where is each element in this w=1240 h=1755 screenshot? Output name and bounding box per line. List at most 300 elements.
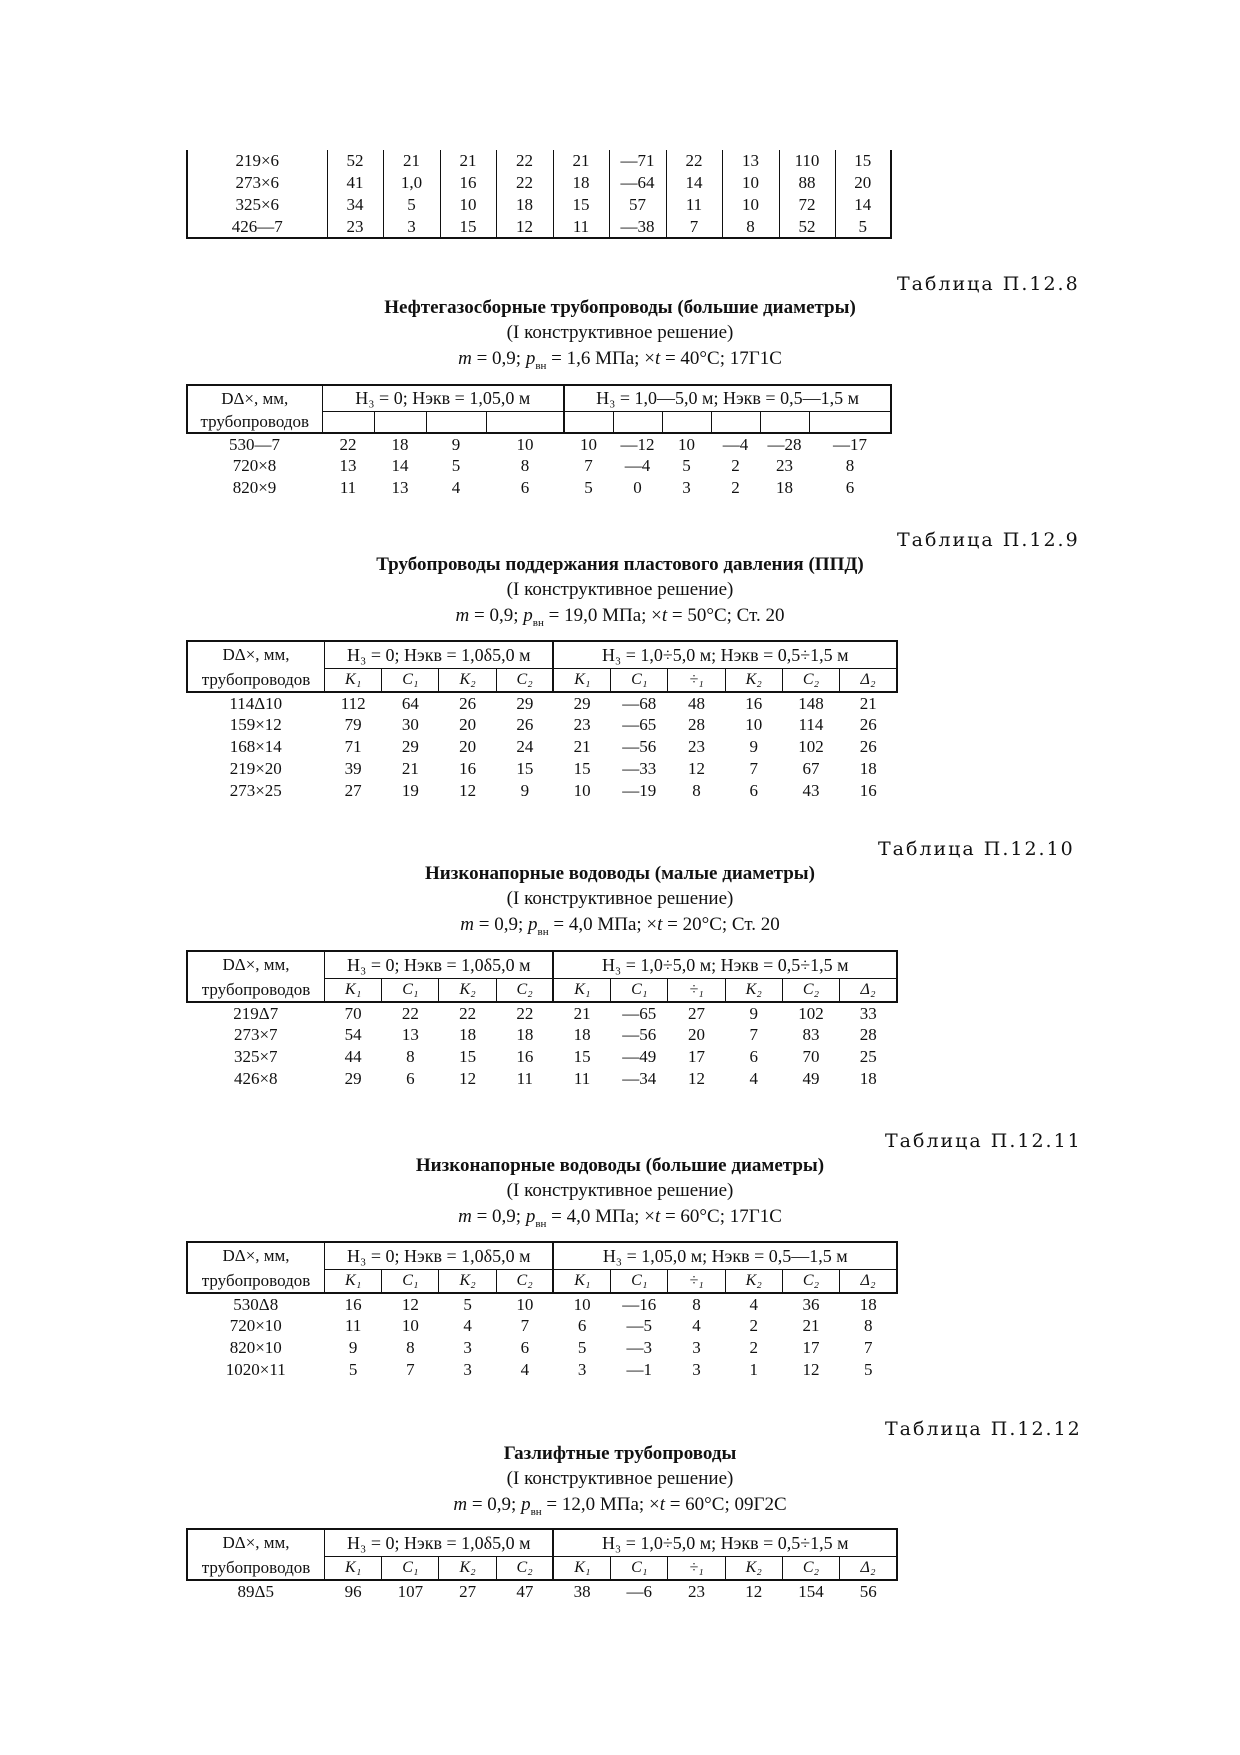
table-cell: 70 (344, 1003, 362, 1023)
row-label-cell: 89Δ5 (237, 1581, 274, 1601)
subheader-cell: C₂ (496, 978, 553, 1002)
table-row (187, 1359, 897, 1381)
table-cell: 2 (731, 478, 740, 497)
table-cell: 28 (859, 1025, 877, 1044)
row-label-cell: 720×10 (229, 1316, 282, 1335)
table-cell: 16 (516, 1047, 534, 1066)
table-cell: 8 (845, 456, 855, 475)
table-cell: 14 (391, 456, 409, 475)
table-cell: 18 (859, 759, 877, 778)
group-header: H₃ = 1,05,0 м; Hэкв = 0,5—1,5 м (553, 1242, 897, 1269)
group-header: H₃ = 0; Hэкв = 1,05,0 м (322, 385, 564, 411)
table-cell: 16 (859, 781, 877, 800)
subheader-cell: C₂ (782, 1269, 839, 1293)
table-cell: 10 (573, 1294, 591, 1314)
subheader-cell (322, 411, 374, 433)
table-row (187, 194, 891, 216)
table-params: m = 0,9; $p_{вн} = 19,0$ МПа; ×t = 50°С; Ст. 20 (455, 605, 785, 629)
table-cell: 12 (459, 1069, 477, 1088)
table-cell: 2 (749, 1338, 758, 1357)
table-row (187, 1002, 897, 1024)
table-cell: 14 (835, 194, 891, 216)
table-cell: 102 (798, 737, 824, 756)
table-row (187, 1068, 897, 1090)
subheader-cell: K₂ (439, 1556, 496, 1580)
table-cell: —1 (626, 1360, 653, 1379)
subheader-cell: C₁ (611, 1269, 668, 1293)
dim-label: DΔ×, мм, (187, 951, 325, 978)
subheader-cell: Δ₂ (840, 668, 897, 692)
table-cell: 22 (459, 1003, 477, 1023)
subheader-cell: K₂ (725, 978, 782, 1002)
table-cell: —38 (609, 216, 666, 238)
subheader-row (187, 1269, 897, 1293)
row-label-cell: 273×25 (229, 781, 282, 800)
table-params: m = 0,9; $p_{вн} = 4,0$ МПа; ×t = 60°С; 17Г1С (458, 1206, 782, 1230)
table-cell: 10 (516, 1294, 534, 1314)
subheader-cell: K₂ (439, 978, 496, 1002)
table-title: Трубопроводы поддержания пластового давления (ППД) (376, 554, 864, 575)
subheader-row (187, 668, 897, 692)
table-cell: —6 (626, 1581, 653, 1601)
table-cell: 13 (391, 478, 409, 497)
subheader-cell: C₁ (382, 1269, 439, 1293)
table-cell: 12 (802, 1360, 820, 1379)
group-header: H₃ = 0; Hэкв = 1,0δ5,0 м (325, 1529, 554, 1556)
table-row (187, 692, 897, 714)
subheader-cell: Δ₂ (840, 978, 897, 1002)
table-cell: 20 (459, 737, 477, 756)
table-cell: —3 (626, 1338, 653, 1357)
table-cell: 16 (344, 1294, 362, 1314)
table-cell: 83 (802, 1025, 820, 1044)
group-header: H₃ = 0; Hэкв = 1,0δ5,0 м (325, 1242, 554, 1269)
table-cell: 11 (666, 194, 722, 216)
table-cell: 26 (859, 737, 877, 756)
table-cell: 15 (573, 1047, 591, 1066)
table-cell: 6 (520, 478, 530, 497)
table-params: m = 0,9; $p_{вн} = 1,6$ МПа; ×t = 40°С; 17Г1С (458, 348, 782, 372)
subheader-cell: Δ₂ (840, 1556, 897, 1580)
table-cell: 8 (406, 1047, 415, 1066)
subheader-cell: K₁ (553, 1269, 610, 1293)
table-cell: 71 (344, 737, 362, 756)
table-cell: 3 (383, 216, 440, 238)
subheader-cell (486, 411, 564, 433)
table-cell: 15 (516, 759, 534, 778)
table-cell: 19 (401, 781, 419, 800)
table-cell: 0 (633, 478, 642, 497)
table-cell: 18 (459, 1025, 477, 1044)
table-cell: 5 (835, 216, 891, 238)
table-cell: 52 (779, 216, 835, 238)
table-cell: 4 (451, 478, 461, 497)
table-cell: 49 (802, 1069, 820, 1088)
table-cell: 22 (496, 150, 553, 172)
table-cell: 23 (573, 715, 591, 734)
table-cell: 11 (553, 216, 609, 238)
subheader-cell (613, 411, 662, 433)
table-cell: 54 (344, 1025, 362, 1044)
table-cell: 10 (580, 434, 597, 454)
table-cell: 29 (573, 693, 591, 713)
subheader-cell: K₁ (325, 1556, 382, 1580)
table-cell: 57 (609, 194, 666, 216)
table-cell: 17 (802, 1338, 820, 1357)
table-body (187, 1580, 897, 1602)
table-cell: 107 (397, 1581, 424, 1601)
table-cell: 7 (864, 1338, 873, 1357)
table-cell: 9 (749, 737, 758, 756)
table-cell: 5 (383, 194, 440, 216)
table-cell: 18 (776, 478, 793, 497)
table-cell: 23 (688, 1581, 706, 1601)
table-row (187, 433, 891, 455)
table-cell: 10 (440, 194, 496, 216)
table-cell: 7 (749, 759, 758, 778)
table-cell: 11 (516, 1069, 534, 1088)
table-cell: 6 (406, 1069, 415, 1088)
row-label-cell: 219×6 (187, 150, 327, 172)
table-cell: 12 (745, 1581, 763, 1601)
table-cell: 110 (779, 150, 835, 172)
subheader-cell: C₂ (496, 1556, 553, 1580)
table-title: Газлифтные трубопроводы (503, 1443, 737, 1464)
table-cell: 3 (463, 1338, 472, 1357)
table-cell: 21 (440, 150, 496, 172)
table-cell: 5 (584, 478, 593, 497)
table-cell: 1 (749, 1360, 758, 1379)
table-cell: 7 (666, 216, 722, 238)
table-continuation (186, 150, 892, 239)
table-cell: 18 (573, 1025, 591, 1044)
table-cell: 6 (845, 478, 855, 497)
table-cell: 48 (688, 693, 706, 713)
subheader-cell: K₁ (325, 668, 382, 692)
table-cell: —64 (609, 172, 666, 194)
row-label-cell: 1020×11 (225, 1360, 286, 1379)
row-label-cell: 720×8 (232, 456, 277, 475)
dim-label: трубопроводов (187, 1556, 325, 1580)
row-label-cell: 273×7 (233, 1025, 278, 1044)
table-cell: 5 (682, 456, 691, 475)
table-cell: 4 (692, 1316, 701, 1335)
subheader-cell: K₁ (553, 1556, 610, 1580)
table-cell: 3 (692, 1360, 701, 1379)
table-cell: 13 (722, 150, 779, 172)
table-caption: Таблица П.12.9 (897, 529, 1080, 551)
table-cell: 12 (496, 216, 553, 238)
table-cell: 29 (344, 1069, 362, 1088)
subheader-cell (760, 411, 809, 433)
table-p-12-8 (186, 384, 892, 499)
subheader-cell: K₂ (725, 1269, 782, 1293)
table-cell: 11 (339, 478, 357, 497)
table-row (187, 1337, 897, 1359)
table-cell: 21 (573, 737, 591, 756)
table-cell: 6 (749, 1047, 758, 1066)
table-cell: 154 (798, 1581, 824, 1601)
dim-label: DΔ×, мм, (187, 1529, 325, 1556)
table-cell: 4 (749, 1294, 758, 1314)
table-cell: 22 (339, 434, 357, 454)
table-cell: 21 (802, 1316, 820, 1335)
table-body (187, 433, 891, 499)
table-cell: 26 (459, 693, 477, 713)
table-cell: 21 (573, 1003, 591, 1023)
table-cell: —49 (622, 1047, 657, 1066)
table-cell: 9 (451, 434, 461, 454)
table-p-12-12 (186, 1528, 898, 1602)
table-cell: 13 (401, 1025, 419, 1044)
table-body (187, 1293, 897, 1381)
table-cell: 10 (573, 781, 591, 800)
table-cell: 25 (859, 1047, 877, 1066)
table-cell: —16 (622, 1294, 657, 1314)
subheader-cell: C₁ (382, 1556, 439, 1580)
table-cell: 15 (835, 150, 891, 172)
subheader-cell (662, 411, 711, 433)
group-header: H₃ = 0; Hэкв = 1,0δ5,0 м (325, 641, 554, 668)
table-cell: —71 (609, 150, 666, 172)
table-cell: 2 (731, 456, 740, 475)
table-body (187, 150, 891, 238)
table-row (187, 736, 897, 758)
table-cell: —56 (622, 1025, 657, 1044)
table-cell: 20 (688, 1025, 706, 1044)
table-cell: 1,0 (383, 172, 440, 194)
table-cell: 21 (859, 693, 877, 713)
table-cell: 12 (688, 1069, 706, 1088)
table-cell: 4 (463, 1316, 472, 1335)
row-label-cell: 159×12 (229, 715, 282, 734)
table-body (187, 1002, 897, 1090)
table-cell: 18 (391, 434, 409, 454)
table-cell: 67 (802, 759, 820, 778)
row-label-cell: 530—7 (229, 434, 280, 454)
table-cell: 39 (344, 759, 362, 778)
table-cell: 52 (327, 150, 383, 172)
table-cell: 8 (864, 1316, 873, 1335)
table-p-12-11 (186, 1241, 898, 1381)
table-cell: 41 (327, 172, 383, 194)
table-cell: 96 (344, 1581, 362, 1601)
dim-label: трубопроводов (187, 978, 325, 1002)
table-cell: 23 (688, 737, 706, 756)
table-caption: Таблица П.12.8 (897, 273, 1080, 295)
table-cell: 15 (573, 759, 591, 778)
table-cell: 8 (722, 216, 779, 238)
dim-label: DΔ×, мм, (187, 385, 322, 411)
table-cell: —34 (622, 1069, 657, 1088)
table-row (187, 1046, 897, 1068)
table-subtitle: (I конструктивное решение) (506, 1180, 734, 1201)
table-cell: 148 (798, 693, 824, 713)
table-cell: 3 (692, 1338, 701, 1357)
table-cell: 102 (798, 1003, 824, 1023)
table-cell: 70 (802, 1047, 820, 1066)
table-cell: —4 (624, 456, 651, 475)
row-label-cell: 530Δ8 (233, 1294, 279, 1314)
row-label-cell: 820×9 (232, 478, 277, 497)
table-cell: 18 (553, 172, 609, 194)
subheader-cell: K₁ (553, 668, 610, 692)
table-cell: 27 (344, 781, 362, 800)
table-cell: 11 (344, 1316, 362, 1335)
subheader-cell: ÷₁ (668, 978, 725, 1002)
table-cell: 18 (859, 1069, 877, 1088)
table-cell: 16 (440, 172, 496, 194)
table-cell: 15 (440, 216, 496, 238)
subheader-row (187, 978, 897, 1002)
table-cell: 20 (835, 172, 891, 194)
table-cell: 21 (553, 150, 609, 172)
table-cell: 26 (516, 715, 534, 734)
table-cell: 27 (688, 1003, 706, 1023)
table-cell: 6 (577, 1316, 587, 1335)
table-row (187, 1293, 897, 1315)
dim-label: трубопроводов (187, 668, 325, 692)
table-cell: 3 (463, 1360, 472, 1379)
table-cell: —65 (622, 1003, 657, 1023)
row-label-cell: 273×6 (187, 172, 327, 194)
table-row (187, 1315, 897, 1337)
table-cell: 3 (577, 1360, 587, 1379)
table-cell: 18 (859, 1294, 877, 1314)
table-cell: 11 (573, 1069, 591, 1088)
table-cell: 88 (779, 172, 835, 194)
subheader-row (187, 1556, 897, 1580)
subheader-cell (711, 411, 760, 433)
table-cell: 10 (516, 434, 534, 454)
table-cell: 21 (401, 759, 419, 778)
table-cell: 10 (678, 434, 695, 454)
table-cell: 5 (451, 456, 461, 475)
subheader-cell: C₁ (382, 668, 439, 692)
row-label-cell: 219Δ7 (233, 1003, 279, 1023)
table-cell: 17 (688, 1047, 706, 1066)
table-cell: 33 (859, 1003, 877, 1023)
table-cell: —65 (622, 715, 657, 734)
table-cell: 15 (553, 194, 609, 216)
table-cell: 34 (327, 194, 383, 216)
table-cell: —68 (622, 693, 657, 713)
dim-label: DΔ×, мм, (187, 1242, 325, 1269)
table-cell: 29 (516, 693, 534, 713)
table-row (187, 1024, 897, 1046)
table-cell: 38 (573, 1581, 591, 1601)
table-subtitle: (I конструктивное решение) (506, 322, 734, 343)
table-subtitle: (I конструктивное решение) (506, 888, 734, 909)
table-row (187, 1580, 897, 1602)
dim-label: трубопроводов (187, 411, 322, 433)
table-cell: 9 (749, 1003, 758, 1023)
table-cell: 28 (688, 715, 706, 734)
table-subtitle: (I конструктивное решение) (506, 579, 734, 600)
table-cell: 10 (745, 715, 763, 734)
subheader-cell: C₁ (611, 978, 668, 1002)
table-row (187, 758, 897, 780)
subheader-cell (564, 411, 613, 433)
table-cell: 6 (749, 781, 758, 800)
table-cell: 23 (776, 456, 793, 475)
subheader-cell: C₂ (782, 1556, 839, 1580)
table-caption: Таблица П.12.12 (885, 1418, 1082, 1440)
table-cell: 14 (666, 172, 722, 194)
table-cell: 8 (406, 1338, 415, 1357)
table-cell: 3 (682, 478, 691, 497)
table-cell: 64 (401, 693, 419, 713)
table-row (187, 150, 891, 172)
table-cell: 13 (339, 456, 357, 475)
group-header: H₃ = 1,0—5,0 м; Hэкв = 0,5—1,5 м (564, 385, 891, 411)
table-cell: —28 (767, 434, 802, 454)
table-cell: 10 (722, 194, 779, 216)
table-caption: Таблица П.12.11 (885, 1130, 1082, 1152)
subheader-cell: ÷₁ (668, 1556, 725, 1580)
table-cell: —33 (622, 759, 657, 778)
group-header: H₃ = 1,0÷5,0 м; Hэкв = 0,5÷1,5 м (553, 1529, 897, 1556)
table-cell: —56 (622, 737, 657, 756)
subheader-cell: K₁ (325, 978, 382, 1002)
subheader-cell (374, 411, 426, 433)
table-cell: 22 (516, 1003, 534, 1023)
table-cell: 8 (520, 456, 530, 475)
subheader-cell: ÷₁ (668, 1269, 725, 1293)
table-cell: 7 (406, 1360, 415, 1379)
table-params: m = 0,9; $p_{вн} = 12,0$ МПа; ×t = 60°С; 09Г2С (453, 1494, 787, 1518)
table-title: Низконапорные водоводы (малые диаметры) (425, 863, 815, 884)
group-header: H₃ = 1,0÷5,0 м; Hэкв = 0,5÷1,5 м (553, 951, 897, 978)
table-row (187, 714, 897, 736)
table-title: Низконапорные водоводы (большие диаметры) (415, 1155, 825, 1176)
subheader-cell (809, 411, 891, 433)
subheader-cell: K₁ (553, 978, 610, 1002)
table-row (187, 172, 891, 194)
table-cell: 7 (584, 456, 593, 475)
row-label-cell: 426—7 (187, 216, 327, 238)
table-cell: 47 (516, 1581, 534, 1601)
row-label-cell: 114Δ10 (229, 693, 283, 713)
table-cell: 10 (401, 1316, 419, 1335)
table-caption: Таблица П.12.10 (878, 838, 1075, 860)
table-cell: 10 (722, 172, 779, 194)
row-label-cell: 426×8 (233, 1069, 278, 1088)
table-cell: 22 (401, 1003, 419, 1023)
subheader-cell: C₂ (496, 1269, 553, 1293)
table-cell: 23 (327, 216, 383, 238)
table-cell: 2 (749, 1316, 758, 1335)
subheader-cell: K₁ (325, 1269, 382, 1293)
table-cell: 16 (459, 759, 477, 778)
subheader-cell: ÷₁ (668, 668, 725, 692)
table-p-12-9 (186, 640, 898, 802)
subheader-cell: K₂ (725, 668, 782, 692)
group-header: H₃ = 1,0÷5,0 м; Hэкв = 0,5÷1,5 м (553, 641, 897, 668)
dim-label: трубопроводов (187, 1269, 325, 1293)
row-label-cell: 168×14 (229, 737, 282, 756)
table-cell: 8 (692, 1294, 701, 1314)
subheader-cell: Δ₂ (840, 1269, 897, 1293)
subheader-cell: K₂ (439, 1269, 496, 1293)
table-cell: 22 (666, 150, 722, 172)
table-body (187, 692, 897, 802)
table-cell: —4 (722, 434, 749, 454)
table-cell: 22 (496, 172, 553, 194)
table-cell: 79 (344, 715, 362, 734)
table-cell: —5 (626, 1316, 653, 1335)
table-cell: —19 (622, 781, 657, 800)
